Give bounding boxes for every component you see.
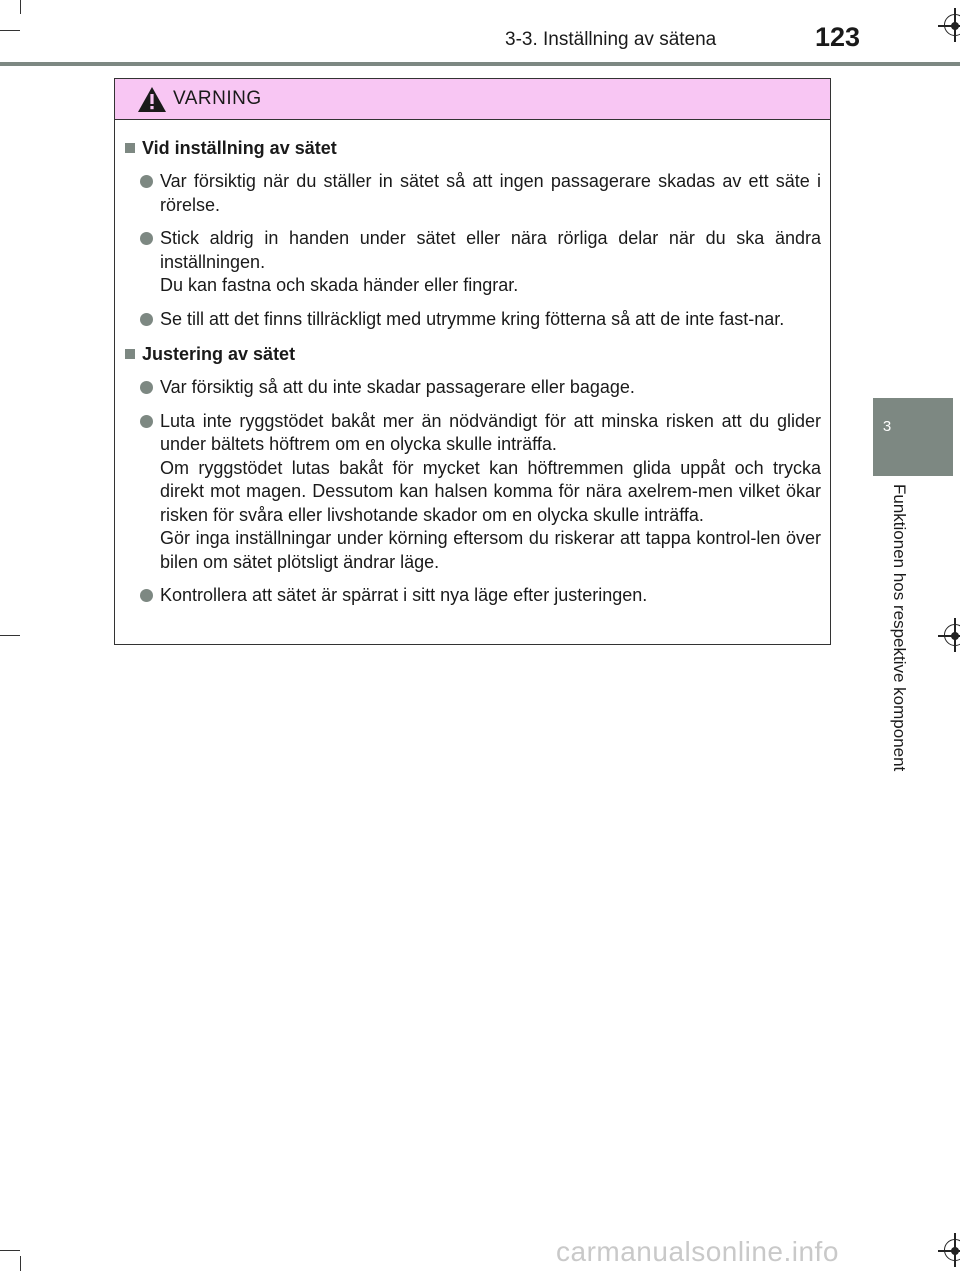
square-bullet-icon [125, 349, 135, 359]
square-bullet-icon [125, 143, 135, 153]
round-bullet-icon [140, 381, 153, 394]
registration-mark-icon [951, 22, 959, 30]
item-text: Om ryggstödet lutas bakåt för mycket kan höftremmen glida uppåt och trycka direkt mot magen. Dessutom kan halsen komma för nära axelrem-men vilket ökar risken för svåra eller livshotande skador om en olycka skulle inträffa. [160, 457, 821, 525]
registration-mark-icon [951, 1247, 959, 1255]
item-text: Kontrollera att sätet är spärrat i sitt nya läge efter justeringen. [160, 585, 648, 605]
crop-mark [20, 0, 21, 14]
round-bullet-icon [140, 415, 153, 428]
registration-mark-icon [951, 632, 959, 640]
page-number: 123 [815, 22, 861, 52]
chapter-side-title: Funktionen hos respektive komponent [890, 484, 909, 772]
round-bullet-icon [140, 232, 153, 245]
warning-content [115, 119, 829, 618]
item-text: Stick aldrig in handen under sätet eller nära rörliga delar när du ska ändra inställningen. [160, 228, 821, 272]
warning-triangle-icon [137, 86, 167, 113]
item-text: Du kan fastna och skada händer eller fingrar. [160, 275, 519, 295]
item-text: Luta inte ryggstödet bakåt mer än nödvändigt för att minska risken att du glider under bältets höftrem om en olycka skulle inträffa. [160, 410, 821, 454]
round-bullet-icon [140, 589, 153, 602]
watermark: carmanualsonline.info [556, 1236, 839, 1267]
section-title: 3-3. Inställning av sätena [505, 29, 717, 50]
list-item [125, 376, 821, 400]
warning-title: VARNING [173, 88, 262, 109]
item-text: Var försiktig så att du inte skadar passagerare eller bagage. [160, 377, 635, 397]
item-text: Se till att det finns tillräckligt med utrymme kring fötterna så att de inte fast-nar. [160, 308, 785, 329]
section-heading: Justering av sätet [125, 343, 821, 366]
header-rule [0, 62, 960, 66]
chapter-number: 3 [882, 418, 892, 435]
list-item [125, 410, 821, 575]
item-text: Var försiktig när du ställer in sätet så att ingen passagerare skadas av ett säte i rörelse. [160, 171, 821, 215]
list-item [125, 308, 821, 332]
crop-mark [0, 30, 20, 31]
section-heading: Vid inställning av sätet [125, 137, 821, 160]
round-bullet-icon [140, 313, 153, 326]
list-item [125, 170, 821, 217]
item-text: Gör inga inställningar under körning eftersom du riskerar att tappa kontrol-len över bilen om sätet plötsligt ändrar läge. [160, 528, 821, 572]
warning-box [114, 78, 831, 645]
warning-header [115, 79, 830, 120]
crop-mark [0, 1250, 20, 1251]
crop-mark [0, 635, 20, 636]
list-item [125, 584, 821, 608]
chapter-tab [873, 398, 953, 476]
round-bullet-icon [140, 175, 153, 188]
crop-mark [20, 1256, 21, 1271]
list-item [125, 227, 821, 298]
